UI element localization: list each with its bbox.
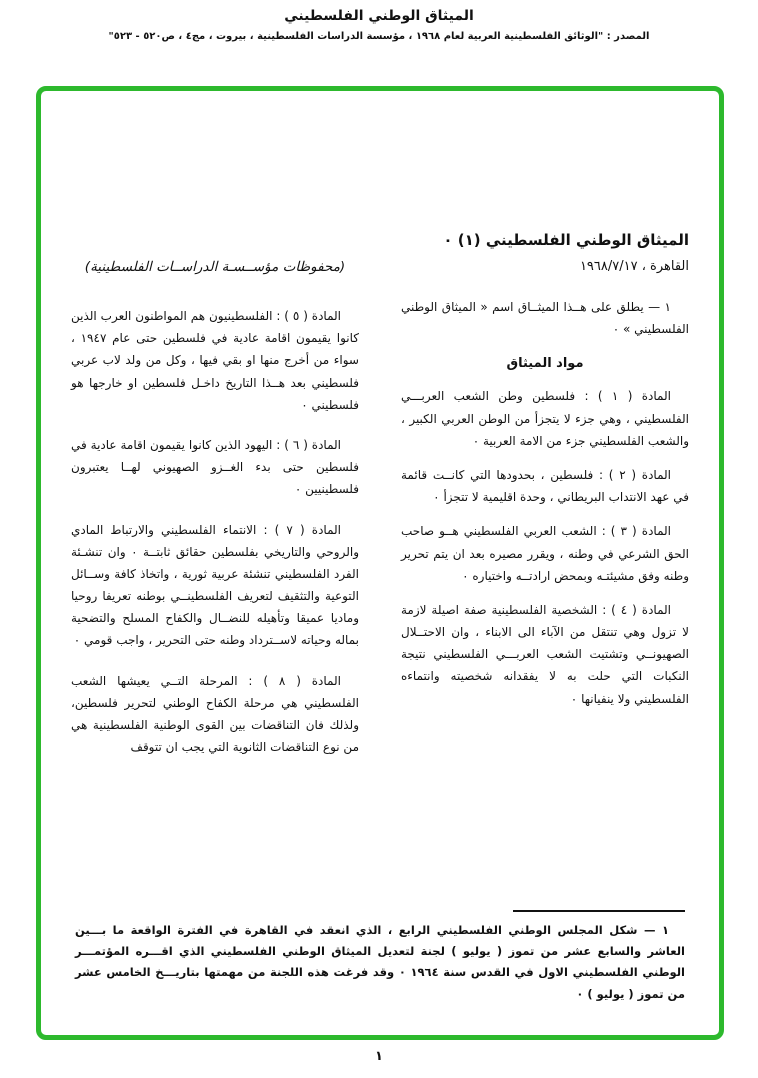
intro-paragraph: ١ — يطلق على هــذا الميثــاق اسم « الميثاق الوطني الفلسطيني » ٠ bbox=[401, 300, 689, 337]
archive-note: (محفوظات مؤســسـة الدراســات الفلسطينية) bbox=[84, 259, 346, 275]
article-paragraph: المادة ( ٥ ) : الفلسطينيون هم المواطنون العرب الذين كانوا يقيمون اقامة عادية في فلسطين حتى عام ١٩٤٧ ، سواء من أخرج منها او بقي فيها ، وكل من ولد لاب عربي فلسطيني بعد هــذا التاريخ داخـل فلسطين او خارجها هو فلسطيني ٠ bbox=[71, 309, 359, 412]
article-paragraph: المادة ( ٧ ) : الانتماء الفلسطيني والارتباط المادي والروحي والتاريخي بفلسطين حقائق ثابتــة ٠ وان تنشـئة الفرد الفلسطيني تنشئة عربية ثورية ، واتخاذ كافة وســائل التوعية والتثقيف لتعريف الفلسطينــي بوطنه تعريفا روحيا وماديا عميقا وتأهيله للنضــال والكفاح المسلح والتضحية بماله وحياته لاســترداد وطنه حتى التحرير ، واجب قومي ٠ bbox=[71, 522, 359, 648]
article-paragraph: المادة ( ٣ ) : الشعب العربي الفلسطيني هــو صاحب الحق الشرعي في وطنه ، ويقرر مصيره بعد ان يتم تحرير وطنه وفق مشيئتـه وبمحض ارادتــه واختياره ٠ bbox=[401, 524, 689, 583]
page-number: ١ bbox=[375, 1049, 383, 1064]
page-title: الميثاق الوطني الفلسطيني bbox=[284, 8, 474, 24]
scanned-page-frame bbox=[36, 86, 724, 1040]
footnote-text: ١ — شكل المجلس الوطني الفلسطيني الرابع ، الذي انعقد في القاهرة في الفترة الواقعة ما بـــين العاشر والسابع عشر من تموز ( يوليو ) لجنة لتعديل الميثاق الوطني الفلسطيني الذي اقـــره المؤتمـــر الوطني الفلسطيني الاول في القدس سنة ١٩٦٤ ٠ وقد فرغت هذه اللجنة من مهمتها بتاريـــخ الخامس عشر من تموز ( يوليو ) ٠ bbox=[75, 922, 685, 1001]
article-paragraph: المادة ( ٨ ) : المرحلة التــي يعيشها الشعب الفلسطيني هي مرحلة الكفاح الوطني لتحرير فلسطين، ولذلك فان التناقضات بين القوى الوطنية الفلسطينية هي من نوع التناقضات الثانوية التي يجب ان تتوقف bbox=[71, 673, 359, 755]
footnote-divider bbox=[513, 910, 685, 912]
source-line: المصدر : "الوثائق الفلسطينية العربية لعام ١٩٦٨ ، مؤسسة الدراسات الفلسطينية ، بيروت ، مج٤ ، ص٥٢٠ - ٥٢٣" bbox=[108, 31, 650, 42]
section-heading: مواد الميثاق bbox=[506, 356, 584, 372]
charter-columns bbox=[41, 231, 719, 776]
footnote-block bbox=[75, 910, 685, 1005]
article-paragraph: المادة ( ١ ) : فلسطين وطن الشعب العربـــي الفلسطيني ، وهي جزء لا يتجزأ من الوطن العربي الكبير ، والشعب الفلسطيني جزء من الامة العربية ٠ bbox=[401, 389, 689, 448]
article-paragraph: المادة ( ٦ ) : اليهود الذين كانوا يقيمون اقامة عادية في فلسطين حتى بدء الغــزو الصهيوني لهــا يعتبرون فلسطينيين ٠ bbox=[71, 437, 359, 497]
column-right bbox=[401, 231, 689, 776]
document-header bbox=[0, 8, 758, 42]
article-paragraph: المادة ( ٢ ) : فلسطين ، بحدودها التي كانــت قائمة في عهد الانتداب البريطاني ، وحدة اقليمية لا تتجزأ ٠ bbox=[401, 467, 689, 505]
date-line: القاهرة ، ١٩٦٨/٧/١٧ bbox=[579, 259, 689, 274]
charter-title: الميثاق الوطني الفلسطيني (١) ٠ bbox=[443, 231, 689, 249]
article-paragraph: المادة ( ٤ ) : الشخصية الفلسطينية صفة اصيلة لازمة لا تزول وهي تنتقل من الآباء الى الابناء ، وان الاحتــلال الصهيونــي وتشتيت الشعب العربـــي الفلسطيني نتيجة النكبات التي حلت به لا يفقدانه شخصيته وانتماءه الفلسطيني ولا ينفيانها ٠ bbox=[401, 602, 689, 706]
column-left bbox=[71, 231, 359, 776]
